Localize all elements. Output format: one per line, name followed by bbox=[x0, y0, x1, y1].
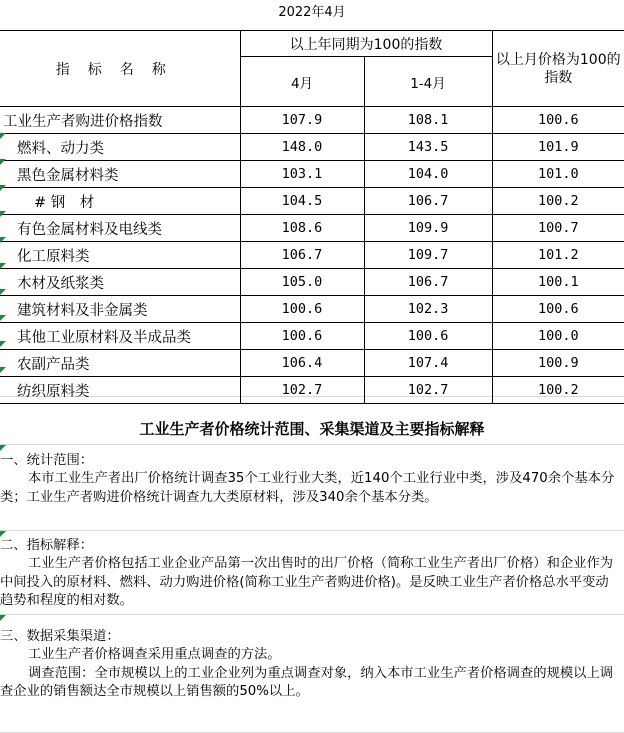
row-month-value: 102.7 bbox=[240, 377, 364, 404]
section-channel bbox=[0, 628, 622, 701]
row-month-value: 100.6 bbox=[240, 296, 364, 323]
scope-heading: 一、统计范围： bbox=[0, 453, 94, 468]
row-month-value: 100.6 bbox=[240, 323, 364, 350]
cell-marker-icon bbox=[0, 341, 6, 347]
header-month: 4月 bbox=[240, 57, 364, 107]
header-mom-index: 以上月价格为100的指数 bbox=[492, 31, 624, 107]
row-month-value: 106.7 bbox=[240, 242, 364, 269]
header-yoy-group: 以上年同期为100的指数 bbox=[240, 31, 492, 57]
table-row bbox=[0, 350, 624, 377]
row-cumulative-value: 100.6 bbox=[364, 323, 492, 350]
cell-marker-icon bbox=[0, 367, 6, 373]
table-row bbox=[0, 269, 624, 296]
grid-line bbox=[0, 444, 624, 445]
header-cumulative: 1-4月 bbox=[364, 57, 492, 107]
row-cumulative-value: 104.0 bbox=[364, 161, 492, 188]
row-month-value: 108.6 bbox=[240, 215, 364, 242]
table-row bbox=[0, 377, 624, 404]
row-mom-value: 100.2 bbox=[492, 188, 624, 215]
cell-marker-icon bbox=[0, 315, 6, 321]
price-index-table bbox=[0, 30, 624, 404]
row-cumulative-value: 109.9 bbox=[364, 215, 492, 242]
row-cumulative-value: 102.3 bbox=[364, 296, 492, 323]
row-mom-value: 100.7 bbox=[492, 215, 624, 242]
row-cumulative-value: 107.4 bbox=[364, 350, 492, 377]
scope-text: 本市工业生产者出厂价格统计调查35个工业行业大类，近140个工业行业中类，涉及470余个基本分类；工业生产者购进价格统计调查九大类原材料，涉及340余个基本分类。 bbox=[0, 471, 615, 505]
section-definition bbox=[0, 537, 622, 610]
row-name: 工业生产者购进价格指数 bbox=[0, 107, 240, 134]
row-mom-value: 100.2 bbox=[492, 377, 624, 404]
row-mom-value: 101.9 bbox=[492, 134, 624, 161]
table-row bbox=[0, 323, 624, 350]
row-cumulative-value: 102.7 bbox=[364, 377, 492, 404]
row-name: 黑色金属材料类 bbox=[0, 161, 240, 188]
definition-heading: 二、指标解释： bbox=[0, 538, 94, 553]
row-mom-value: 101.0 bbox=[492, 161, 624, 188]
row-name: 农副产品类 bbox=[0, 350, 240, 377]
row-mom-value: 100.0 bbox=[492, 323, 624, 350]
definition-text: 工业生产者价格包括工业企业产品第一次出售时的出厂价格（简称工业生产者出厂价格）和企业作为中间投入的原材料、燃料、动力购进价格(简称工业生产者购进价格)。是反映工业生产者价格总水平变动趋势和程度的相对数。 bbox=[0, 556, 614, 608]
grid-line bbox=[0, 530, 624, 531]
row-name: 其他工业原材料及半成品类 bbox=[0, 323, 240, 350]
page-title: 2022年4月 bbox=[278, 5, 346, 20]
table-row bbox=[0, 107, 624, 134]
row-mom-value: 100.1 bbox=[492, 269, 624, 296]
row-month-value: 104.5 bbox=[240, 188, 364, 215]
row-name: 纺织原料类 bbox=[0, 377, 240, 404]
table-row bbox=[0, 215, 624, 242]
cell-marker-icon bbox=[0, 615, 6, 621]
row-name: # 钢 材 bbox=[0, 188, 240, 215]
table-row bbox=[0, 188, 624, 215]
cell-marker-icon bbox=[0, 185, 6, 191]
channel-text-method: 工业生产者价格调查采用重点调查的方法。 bbox=[28, 647, 281, 663]
table-row bbox=[0, 161, 624, 188]
row-name: 化工原料类 bbox=[0, 242, 240, 269]
row-mom-value: 100.9 bbox=[492, 350, 624, 377]
row-mom-value: 100.6 bbox=[492, 296, 624, 323]
row-cumulative-value: 108.1 bbox=[364, 107, 492, 134]
cell-marker-icon bbox=[0, 159, 6, 165]
table-row bbox=[0, 296, 624, 323]
section-scope bbox=[0, 452, 622, 507]
notes-title: 工业生产者价格统计范围、采集渠道及主要指标解释 bbox=[139, 420, 485, 438]
row-mom-value: 101.2 bbox=[492, 242, 624, 269]
row-cumulative-value: 106.7 bbox=[364, 188, 492, 215]
row-name: 有色金属材料及电线类 bbox=[0, 215, 240, 242]
row-month-value: 103.1 bbox=[240, 161, 364, 188]
cell-marker-icon bbox=[0, 237, 6, 243]
cell-marker-icon bbox=[0, 263, 6, 269]
row-mom-value: 100.6 bbox=[492, 107, 624, 134]
cell-marker-icon bbox=[0, 445, 6, 451]
row-month-value: 105.0 bbox=[240, 269, 364, 296]
row-month-value: 148.0 bbox=[240, 134, 364, 161]
row-cumulative-value: 109.7 bbox=[364, 242, 492, 269]
channel-heading: 三、数据采集渠道： bbox=[0, 629, 120, 644]
cell-marker-icon bbox=[0, 289, 6, 295]
grid-line bbox=[0, 614, 624, 615]
cell-marker-icon bbox=[0, 133, 6, 139]
row-name: 建筑材料及非金属类 bbox=[0, 296, 240, 323]
row-cumulative-value: 106.7 bbox=[364, 269, 492, 296]
header-indicator-name: 指标名称 bbox=[0, 31, 240, 107]
cell-marker-icon bbox=[0, 211, 6, 217]
row-name: 燃料、动力类 bbox=[0, 134, 240, 161]
row-name: 木材及纸浆类 bbox=[0, 269, 240, 296]
channel-text-scope: 调查范围：全市规模以上的工业企业列为重点调查对象，纳入本市工业生产者价格调查的规模以上调查企业的销售额达全市规模以上销售额的50%以上。 bbox=[0, 665, 614, 699]
row-month-value: 107.9 bbox=[240, 107, 364, 134]
row-cumulative-value: 143.5 bbox=[364, 134, 492, 161]
table-row bbox=[0, 134, 624, 161]
row-month-value: 106.4 bbox=[240, 350, 364, 377]
table-row bbox=[0, 242, 624, 269]
